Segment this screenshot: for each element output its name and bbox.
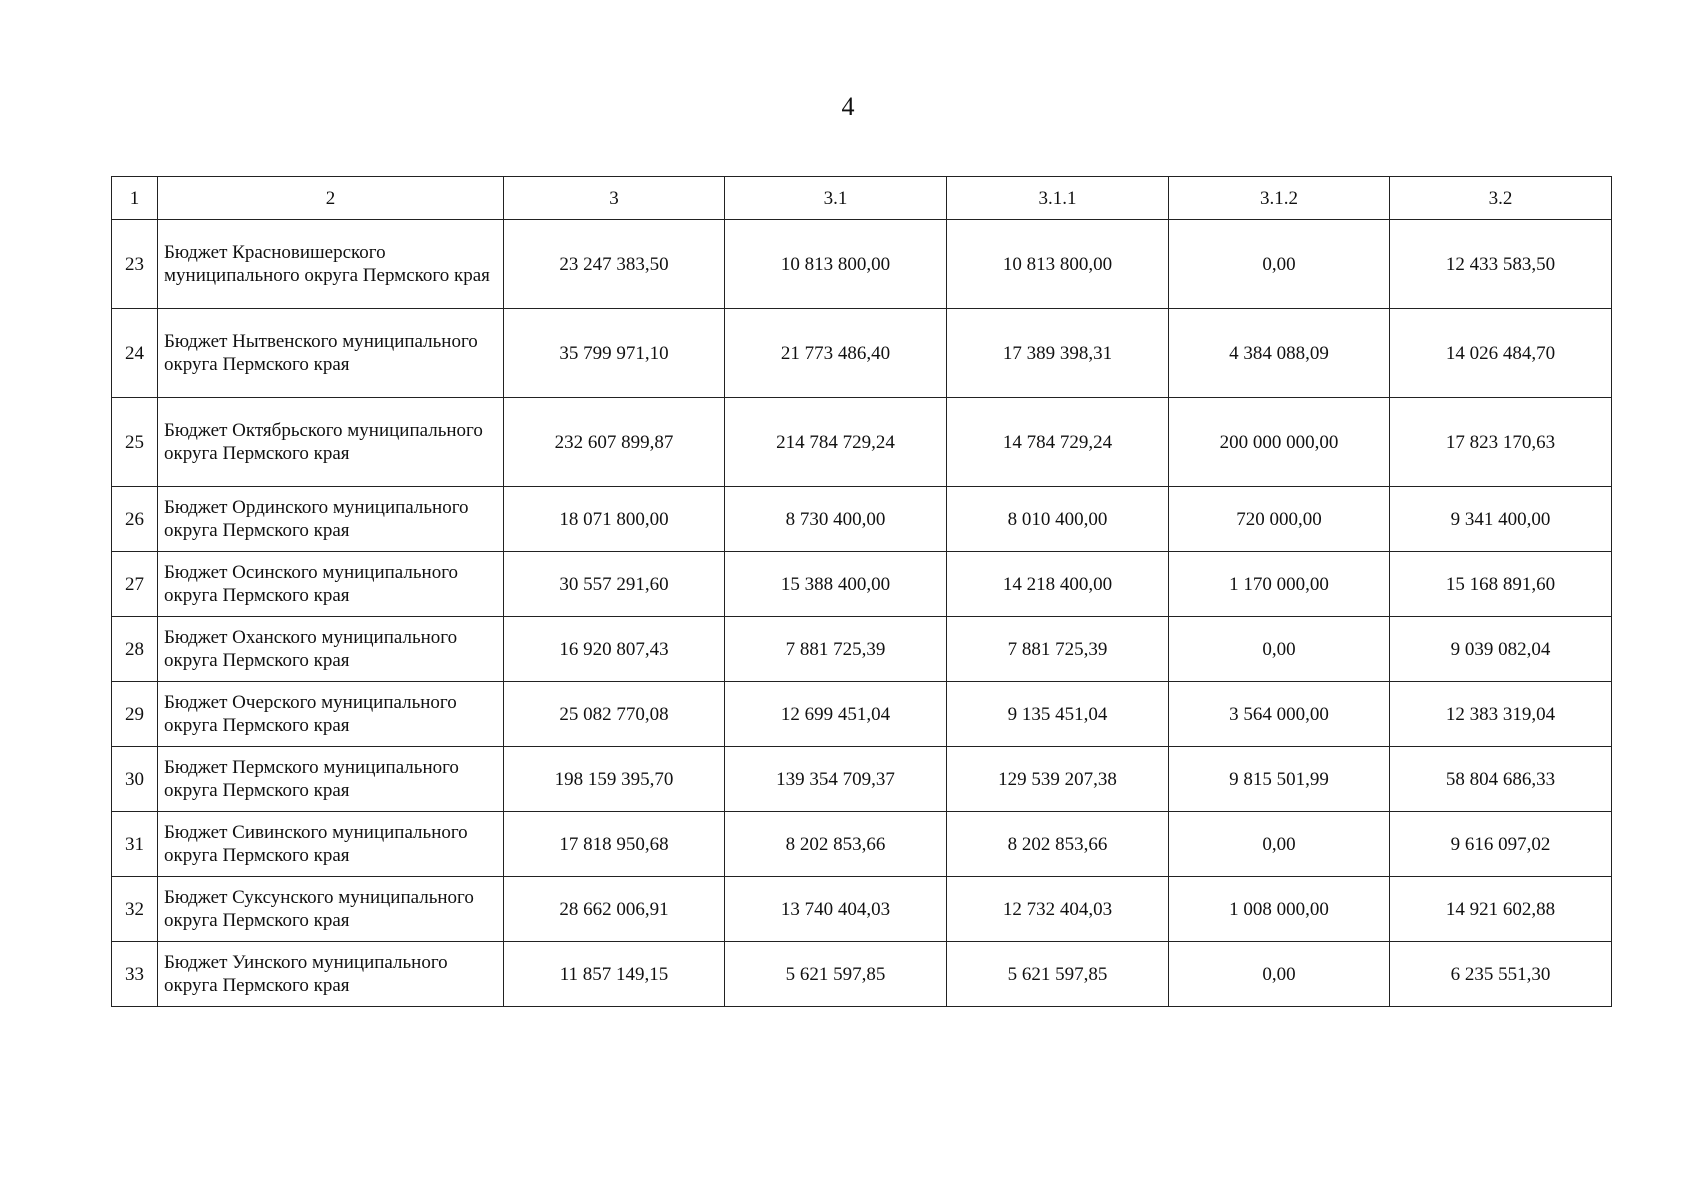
budget-name: Бюджет Оханского муниципального округа Пермского края <box>158 617 504 682</box>
amount-col-3-2: 14 026 484,70 <box>1390 309 1612 398</box>
budget-table <box>111 176 1612 1007</box>
amount-col-3-2: 6 235 551,30 <box>1390 942 1612 1007</box>
amount-col-3-1: 7 881 725,39 <box>725 617 947 682</box>
amount-col-3-1-2: 0,00 <box>1169 942 1390 1007</box>
table-row <box>112 309 1612 398</box>
amount-col-3-2: 9 039 082,04 <box>1390 617 1612 682</box>
amount-col-3: 17 818 950,68 <box>504 812 725 877</box>
table-row <box>112 682 1612 747</box>
amount-col-3-1: 8 202 853,66 <box>725 812 947 877</box>
amount-col-3-1-2: 3 564 000,00 <box>1169 682 1390 747</box>
amount-col-3-1: 15 388 400,00 <box>725 552 947 617</box>
column-header: 3.1 <box>725 177 947 220</box>
amount-col-3: 23 247 383,50 <box>504 220 725 309</box>
amount-col-3-1-2: 9 815 501,99 <box>1169 747 1390 812</box>
table-row <box>112 398 1612 487</box>
amount-col-3: 232 607 899,87 <box>504 398 725 487</box>
amount-col-3-1: 5 621 597,85 <box>725 942 947 1007</box>
column-header: 3.2 <box>1390 177 1612 220</box>
amount-col-3-2: 15 168 891,60 <box>1390 552 1612 617</box>
amount-col-3-1-1: 14 784 729,24 <box>947 398 1169 487</box>
amount-col-3-1: 13 740 404,03 <box>725 877 947 942</box>
amount-col-3: 11 857 149,15 <box>504 942 725 1007</box>
amount-col-3-1-2: 0,00 <box>1169 220 1390 309</box>
row-number: 33 <box>112 942 158 1007</box>
amount-col-3-1-1: 7 881 725,39 <box>947 617 1169 682</box>
budget-name: Бюджет Пермского муниципального округа Пермского края <box>158 747 504 812</box>
amount-col-3-1-1: 129 539 207,38 <box>947 747 1169 812</box>
amount-col-3-1: 139 354 709,37 <box>725 747 947 812</box>
budget-name: Бюджет Красновишерского муниципального округа Пермского края <box>158 220 504 309</box>
amount-col-3-2: 9 616 097,02 <box>1390 812 1612 877</box>
amount-col-3-2: 58 804 686,33 <box>1390 747 1612 812</box>
budget-name: Бюджет Нытвенского муниципального округа Пермского края <box>158 309 504 398</box>
amount-col-3-1-2: 200 000 000,00 <box>1169 398 1390 487</box>
budget-name: Бюджет Сивинского муниципального округа Пермского края <box>158 812 504 877</box>
amount-col-3-1-1: 8 202 853,66 <box>947 812 1169 877</box>
amount-col-3-1-2: 720 000,00 <box>1169 487 1390 552</box>
amount-col-3-1-1: 17 389 398,31 <box>947 309 1169 398</box>
amount-col-3: 16 920 807,43 <box>504 617 725 682</box>
row-number: 31 <box>112 812 158 877</box>
table-header-row <box>112 177 1612 220</box>
budget-name: Бюджет Суксунского муниципального округа Пермского края <box>158 877 504 942</box>
amount-col-3: 35 799 971,10 <box>504 309 725 398</box>
amount-col-3: 198 159 395,70 <box>504 747 725 812</box>
row-number: 32 <box>112 877 158 942</box>
page-number: 4 <box>841 92 855 121</box>
budget-name: Бюджет Осинского муниципального округа Пермского края <box>158 552 504 617</box>
row-number: 23 <box>112 220 158 309</box>
amount-col-3-2: 9 341 400,00 <box>1390 487 1612 552</box>
amount-col-3-1: 12 699 451,04 <box>725 682 947 747</box>
amount-col-3-1-2: 0,00 <box>1169 812 1390 877</box>
amount-col-3-2: 12 433 583,50 <box>1390 220 1612 309</box>
amount-col-3: 28 662 006,91 <box>504 877 725 942</box>
budget-name: Бюджет Очерского муниципального округа Пермского края <box>158 682 504 747</box>
table-row <box>112 942 1612 1007</box>
table-row <box>112 747 1612 812</box>
amount-col-3: 25 082 770,08 <box>504 682 725 747</box>
column-header: 1 <box>112 177 158 220</box>
amount-col-3-2: 17 823 170,63 <box>1390 398 1612 487</box>
table-row <box>112 617 1612 682</box>
amount-col-3-1: 8 730 400,00 <box>725 487 947 552</box>
amount-col-3-1-1: 5 621 597,85 <box>947 942 1169 1007</box>
column-header: 3 <box>504 177 725 220</box>
amount-col-3-1-1: 14 218 400,00 <box>947 552 1169 617</box>
amount-col-3: 18 071 800,00 <box>504 487 725 552</box>
amount-col-3-1-2: 1 170 000,00 <box>1169 552 1390 617</box>
amount-col-3-1-2: 1 008 000,00 <box>1169 877 1390 942</box>
amount-col-3-1-1: 12 732 404,03 <box>947 877 1169 942</box>
amount-col-3-1-1: 8 010 400,00 <box>947 487 1169 552</box>
table-row <box>112 220 1612 309</box>
amount-col-3-1-2: 0,00 <box>1169 617 1390 682</box>
budget-name: Бюджет Октябрьского муниципального округа Пермского края <box>158 398 504 487</box>
row-number: 25 <box>112 398 158 487</box>
row-number: 27 <box>112 552 158 617</box>
row-number: 24 <box>112 309 158 398</box>
table-row <box>112 812 1612 877</box>
amount-col-3-1: 214 784 729,24 <box>725 398 947 487</box>
column-header: 3.1.1 <box>947 177 1169 220</box>
row-number: 29 <box>112 682 158 747</box>
table-row <box>112 552 1612 617</box>
amount-col-3-1: 21 773 486,40 <box>725 309 947 398</box>
amount-col-3-1-2: 4 384 088,09 <box>1169 309 1390 398</box>
row-number: 26 <box>112 487 158 552</box>
column-header: 3.1.2 <box>1169 177 1390 220</box>
amount-col-3-1-1: 9 135 451,04 <box>947 682 1169 747</box>
amount-col-3-1-1: 10 813 800,00 <box>947 220 1169 309</box>
row-number: 30 <box>112 747 158 812</box>
amount-col-3: 30 557 291,60 <box>504 552 725 617</box>
table-row <box>112 877 1612 942</box>
budget-name: Бюджет Ординского муниципального округа Пермского края <box>158 487 504 552</box>
amount-col-3-1: 10 813 800,00 <box>725 220 947 309</box>
amount-col-3-2: 14 921 602,88 <box>1390 877 1612 942</box>
row-number: 28 <box>112 617 158 682</box>
budget-name: Бюджет Уинского муниципального округа Пермского края <box>158 942 504 1007</box>
table-row <box>112 487 1612 552</box>
amount-col-3-2: 12 383 319,04 <box>1390 682 1612 747</box>
column-header: 2 <box>158 177 504 220</box>
